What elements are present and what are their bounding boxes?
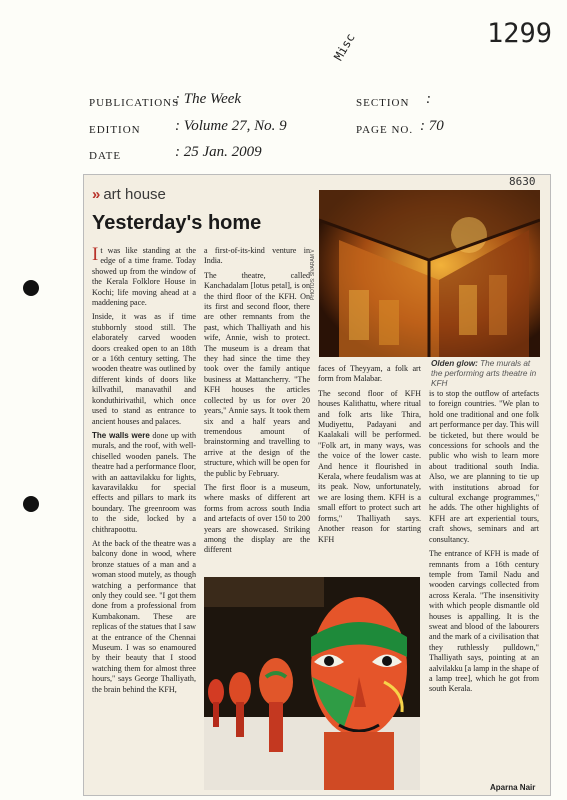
publications-label: PUBLICATIONS [89, 97, 180, 109]
paragraph: The walls were done up with murals, and the roof, with well-chiselled wooden panels. The theatre had a performance floor, with an aattavilakku for lights, kavaravilakku for special effects and pillars to mark its boundary. The greenroom was to the side, locked by a chithrapoottu. [92, 430, 196, 534]
paragraph: The entrance of KFH is made of remnants from a 16th century temple from Tamil Nadu and wooden carvings collected from across Kerala. "The insensitivity with which people dismantle old houses is appalling. It is the sweat and blood of the labourers and the mark of a civilisation that they ruthlessly pulldown," Thalliyath says, pointing at an aalvilakku [a lamp in the shape of a lamp tree], which he got from south Kerala. [429, 549, 539, 694]
paragraph: a first-of-its-kind venture in India. [204, 246, 310, 266]
page-no-value: : 70 [420, 118, 444, 134]
paragraph: is to stop the outflow of artefacts to foreign countries. "We plan to hold one traditional and one folk art performance per day. This will be ticketed, but there would be concessions for schools and the public who wish to learn more about traditional south India. Also, we are planning to tie up with institutions abroad for cultural exchange programmes," he adds. The other highlights of KFH are art experiential tours, craft shows, seminars and art consultancy. [429, 389, 539, 544]
punch-hole-top [23, 280, 39, 296]
article-column-3 [318, 364, 421, 574]
edition-label: EDITION [89, 124, 141, 136]
page-no-label: PAGE NO. [356, 124, 414, 136]
theyyam-illustration [204, 577, 420, 790]
paragraph: The theatre, called Kanchadalam [lotus petal], is on the third floor of the KFH. On its first and second floor, there are other remnants from the past, which Thalliyath and his wife, Annie, wish to protect. The museum is a dream that they had since the time they took over the family antique business at Mattancherry. "The KFH houses the articles collected by us for over 20 years," Annie says. It took them six and a half years and tremendous amount of brainstorming and travelling to arrive at the design of the structure, which will be open for the public by February. [204, 270, 310, 478]
paragraph: Inside, it was as if time stubbornly stood still. The elaborately carved wooden doors creaked open to an 18th or a 16th century setting. The wooden theatre was outlined by different kinds of doors like killvathil, manavathil and konduthirivathil, which once used to stand as entrance to ancient houses and palaces. [92, 312, 196, 426]
kicker-text: art house [103, 186, 166, 203]
date-value: : 25 Jan. 2009 [175, 144, 262, 160]
section-label: SECTION [356, 97, 410, 109]
publications-value: : The Week [175, 91, 242, 107]
section-kicker [92, 186, 166, 203]
article-headline: Yesterday's home [92, 212, 262, 234]
handwritten-misc: Misc [331, 30, 358, 64]
caption-title: Olden glow: [431, 359, 478, 368]
paragraph: faces of Theyyam, a folk art form from Malabar. [318, 364, 421, 384]
murals-illustration [319, 190, 540, 357]
clip-number: 8630 [509, 175, 536, 188]
paragraph: The first floor is a museum, where masks of different art forms from across south India and artefacts of over 150 to 200 years are showcased. Striking among the display are the different [204, 482, 310, 555]
kicker-arrow-icon: » [92, 186, 101, 203]
murals-photo [319, 190, 540, 357]
paragraph: At the back of the theatre was a balcony done in wood, where bronze statues of a man and a woman stood mutely, as though watching a performance that only they could see. "I got them done from a professional from Kumbakonam. These are replicas of the statues that I saw at the entrance of the Chennai Museum. I was so enamoured by their beauty that I stood watching them for almost three hours," says George Thalliyath, the brain behind the KFH, [92, 538, 196, 694]
article-column-4 [429, 389, 539, 783]
caption-text: The murals at the performing arts theatre in KFH [431, 359, 537, 388]
drop-cap: I [92, 246, 99, 265]
article-column-1 [92, 246, 196, 791]
theyyam-faces-photo [204, 577, 420, 790]
article-column-2 [204, 246, 310, 572]
punch-hole-bottom [23, 496, 39, 512]
byline: Aparna Nair [490, 783, 536, 792]
murals-caption [431, 359, 539, 389]
date-label: DATE [89, 150, 122, 162]
photo-credit: PHOTOS: SIVARAM V [310, 249, 316, 300]
paragraph: The second floor of KFH houses Kalithattu, where ritual and folk arts like Thira, Mudiyettu, Padayani and Kaalakali will be performed. "Folk art, in many ways, was the voice of the lower caste. And hence it flourished in Kerala, where feudalism was at its peak. Now, unfortunately, we are losing them. KFH is a small effort to protect such art forms," Thalliyath says. Another reason for starting KFH [318, 388, 421, 544]
paragraph: It was like standing at the edge of a time frame. Today showed up from the window of the Kerala Folklore House in Kochi; life moving ahead at a maddening pace. [92, 246, 196, 308]
edition-value: : Volume 27, No. 9 [175, 118, 287, 134]
section-value: : [426, 91, 431, 107]
handwritten-number: 1299 [487, 18, 553, 49]
